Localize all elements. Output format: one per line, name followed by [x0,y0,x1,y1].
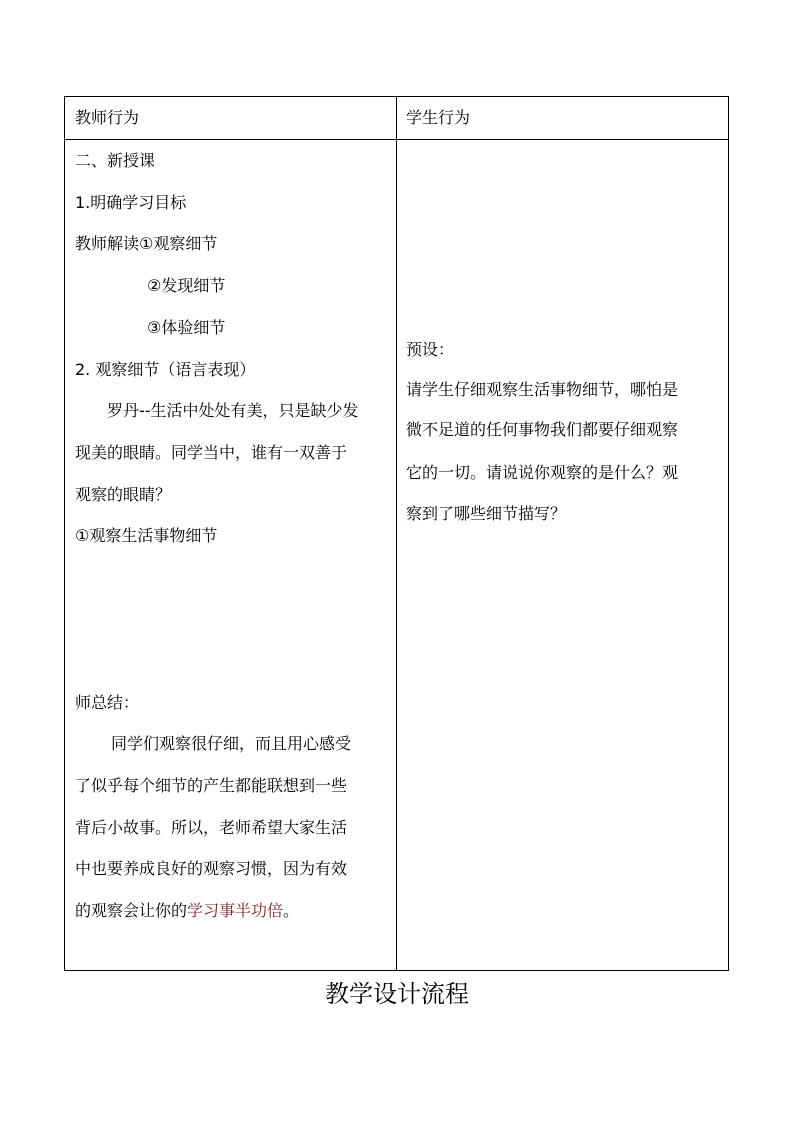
goal-line: 教师解读①观察细节 [75,234,218,253]
page-caption: 教学设计流程 [325,980,469,1008]
header-student: 学生行为 [406,108,471,127]
preset-line: 微不足道的任何事物我们都要仔细观察 [406,420,679,439]
summary-line: 中也要养成良好的观察习惯，因为有效 [75,859,348,878]
preset-label: 预设： [406,340,455,359]
intro-line: 观察的眼睛？ [75,485,172,504]
goal-line: ③体验细节 [147,318,226,337]
header-teacher: 教师行为 [75,108,140,127]
intro-line: 罗丹--生活中处处有美，只是缺少发 [107,401,359,420]
item-observe-details: ①观察生活事物细节 [75,526,218,545]
observe-title: 2. 观察细节（语言表现） [75,360,256,379]
intro-line: 现美的眼睛。同学当中，谁有一双善于 [75,443,348,462]
preset-line: 察到了哪些细节描写？ [406,504,567,523]
summary-line: 同学们观察很仔细，而且用心感受 [111,734,352,753]
summary-highlight: 学习事半功倍 [187,901,284,920]
summary-line: 背后小故事。所以，老师希望大家生活 [75,818,348,837]
header-divider [65,139,728,140]
column-divider [396,97,397,970]
lesson-table [64,96,729,971]
summary-text: 的观察会让你的 [75,901,188,920]
summary-last-line [75,901,299,921]
section-title: 二、新授课 [75,151,156,170]
preset-line: 它的一切。请说说你观察的是什么？观 [406,463,679,482]
summary-line: 了似乎每个细节的产生都能联想到一些 [75,776,348,795]
preset-line: 请学生仔细观察生活事物细节，哪怕是 [406,380,679,399]
goal-line: ②发现细节 [147,276,226,295]
goal-title: 1.明确学习目标 [75,193,187,212]
summary-title: 师总结： [75,693,140,712]
summary-text: 。 [283,901,300,920]
